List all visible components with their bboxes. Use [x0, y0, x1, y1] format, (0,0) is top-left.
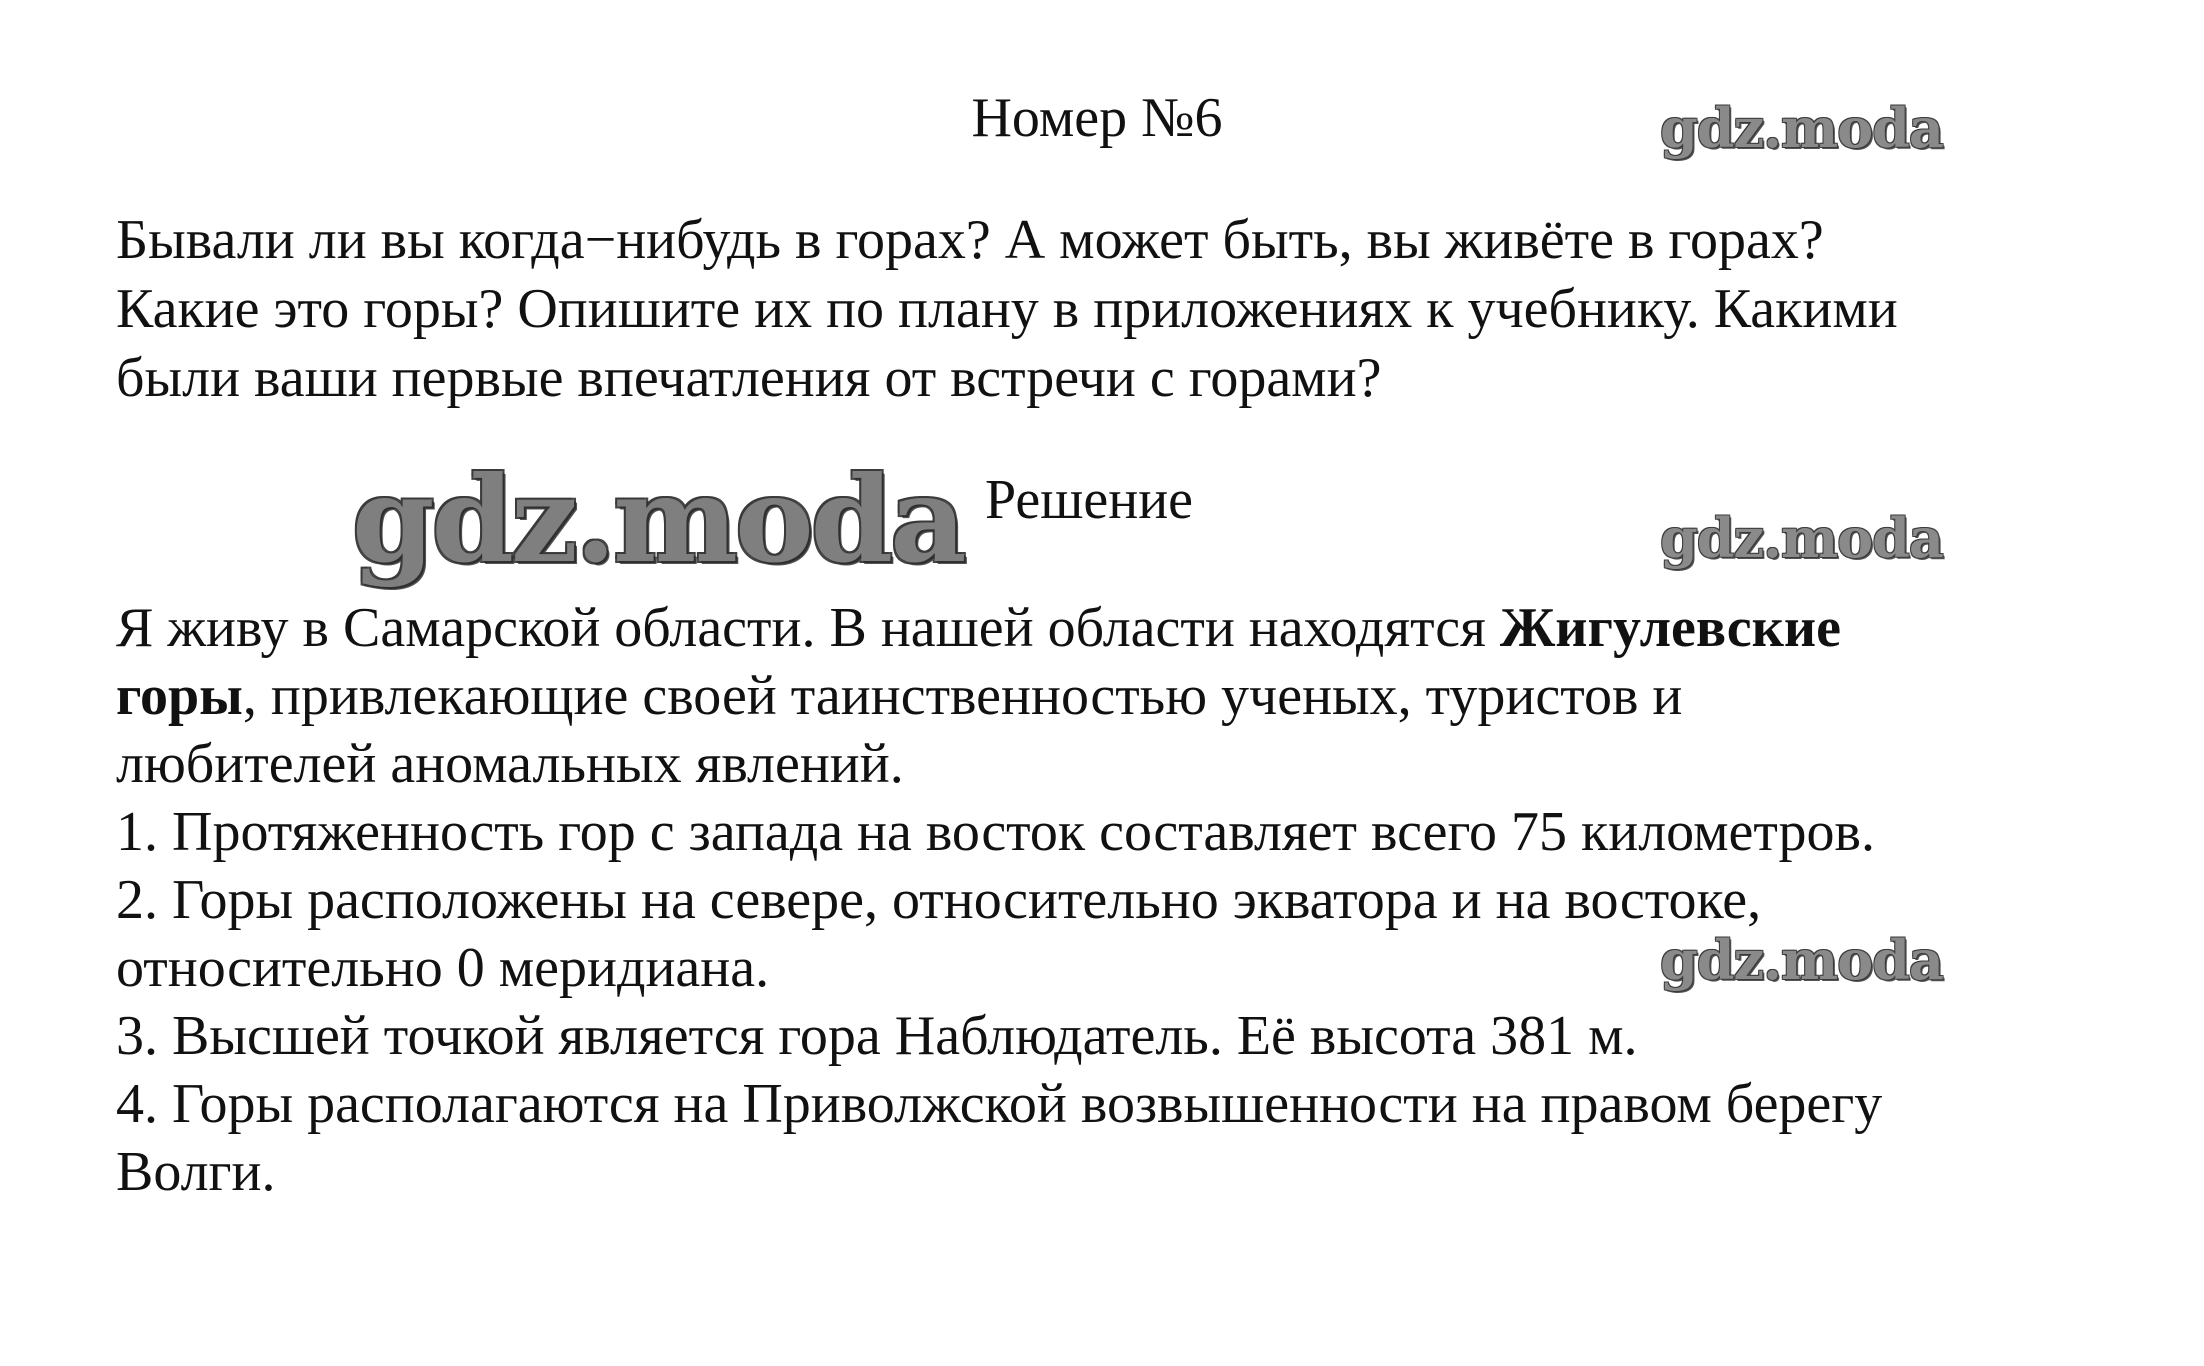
answer-item-2: 2. Горы расположены на севере, относительно экватора и на востоке,: [116, 869, 1762, 931]
question-line: Какие это горы? Опишите их по плану в приложениях к учебнику. Какими: [116, 278, 1898, 340]
answer-item-4-cont: Волги.: [116, 1141, 276, 1203]
question-text: [116, 206, 2116, 413]
page-title: Номер №6: [971, 87, 1223, 149]
answer-intro-rest: , привлекающие своей таинственностью ученых, туристов и: [242, 665, 1683, 727]
answer-text: [116, 594, 2116, 1206]
answer-bold-term: Жигулевские: [1499, 597, 1842, 659]
answer-line: [116, 594, 2116, 662]
watermark-logo: gdz.moda: [1660, 506, 1943, 570]
watermark-logo: gdz.moda: [1660, 96, 1943, 160]
watermark-logo: gdz.moda: [1660, 928, 1943, 992]
answer-line: [116, 662, 2116, 730]
answer-bold-term: горы: [116, 665, 243, 727]
answer-item-3: 3. Высшей точкой является гора Наблюдатель. Её высота 381 м.: [116, 1005, 1638, 1067]
answer-line: любителей аномальных явлений.: [116, 733, 904, 795]
answer-item-1: 1. Протяженность гор с запада на восток составляет всего 75 километров.: [116, 801, 1875, 863]
answer-item-2-cont: относительно 0 меридиана.: [116, 937, 770, 999]
question-line: были ваши первые впечатления от встречи с горами?: [116, 347, 1382, 409]
answer-item-4: 4. Горы располагаются на Приволжской возвышенности на правом берегу: [116, 1073, 1883, 1135]
solution-heading: Решение: [985, 469, 1194, 531]
watermark-logo-large: gdz.moda: [352, 450, 964, 589]
answer-intro-start: Я живу в Самарской области. В нашей области находятся: [116, 597, 1500, 659]
question-line: Бывали ли вы когда−нибудь в горах? А может быть, вы живёте в горах?: [116, 209, 1824, 271]
